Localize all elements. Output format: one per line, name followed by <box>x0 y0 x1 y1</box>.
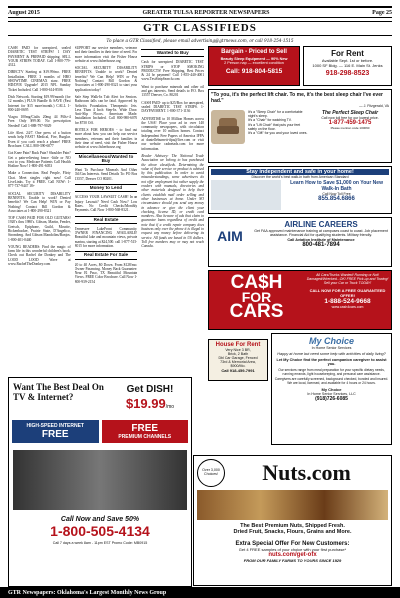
listing: Safe Step Walk-In Tub Alert for Seniors. Bathroom falls can be fatal. Approved by Arthritis Foundation. Therapeutic Jets. Less Than 4 Inch Step-In. Wide Door. Anti-Slip Floors. American Made. Installation Included. Call 800-980-6076 for $750 Off. <box>74 94 138 125</box>
bath-sub: Discover the world's best walk-in bath from American Standard <box>251 175 349 179</box>
choice-cta: Let My Choice find the perfect companion caregiver to assist you. <box>276 358 387 366</box>
reader-advisory: Reader Advisory: The National Trade Association we belong to has purchased the above classifieds. Determining the value of their service or product is advised by this publication. In order to avoid misunderstandings, some advertisers do not offer employment but rather supply the readers with manuals, directories and other materials designed to help their clients establish mail order selling and other businesses at home. Under NO circumstance should you send any money in advance or give the client your checking, license ID, or credit card numbers. Also beware of ads that claim to guarantee loans regardless of credit and note that if a credit repair company does business only over the phone it is illegal to request any money before delivering its service. All funds are based in US dollars. Toll free numbers may or may not reach Canada. <box>141 153 205 249</box>
choice-phone: (918)726-6085 <box>315 396 348 402</box>
page-header <box>8 6 392 18</box>
dish-mo: /mo <box>165 404 175 410</box>
my-choice-ad <box>271 333 392 445</box>
cash-for-cars-ad <box>208 270 392 330</box>
ad-column <box>208 46 392 524</box>
bargain-phone: Call: 918-804-5815 <box>225 68 283 75</box>
dish-ad <box>8 377 192 587</box>
listing: Dish Network. Starting $19.99/month (for 12 months.) PLUS Bundle & SAVE (Fast Internet for $15 more/month.) CALL 1-800-240-0695 <box>8 94 71 112</box>
listing: Cash for unexpired DIABETIC TEST STRIPS or STOP SMOKING PRODUCTS! Free Shipping, Best Prices & 24 hr payment! Call 1-855-440-4001 www.TestStripSearch.com <box>141 60 205 82</box>
airline-title: AIRLINE CAREERS <box>284 220 358 229</box>
listing: ADVERTISE to 10 Million Homes across the USA! Place your ad in over 140 community newspapers, with circulation totaling over 10 million homes. Contact Independent Free Papers of America IFPA at danielleburnett-ifpa@live.com or visit our website cadnetads.com for more information. <box>141 116 205 151</box>
house-line: Dbl Car Garage, Fenced <box>218 356 258 360</box>
house-line: $900/Mo. <box>230 364 246 368</box>
section-heading: Wanted to Buy <box>141 49 204 57</box>
bargain-title: Bargain - Priced to Sell <box>221 49 287 55</box>
choice-body2: Caregivers are carefully screened, background checked, bonded and insured. We are local, licensed, and available for 4 hours or 24 hours. <box>274 377 389 385</box>
nuts-ad <box>193 455 392 586</box>
for-rent-ad <box>303 46 392 86</box>
listing: CASH PAID for unexpired, sealed DIABETIC TEST STRIPS! 1 DAY PAYMENT & PREPAID shipping. SELL YOUR STRIPS TODAY. Call 1-800-779-4312. <box>8 46 71 68</box>
airline-careers-ad <box>208 217 392 267</box>
nuts-web[interactable]: nuts.com/get-ofx <box>268 552 317 558</box>
dish-price: $19.99 <box>125 396 166 411</box>
bath-offer: Learn How to Save $1,000 on Your New Walk-In Bath <box>290 180 383 192</box>
listing: Got Knee Pain? Back Pain? Shoulder Pain? Get a pain-relieving brace -little or NO cost to you. Medicare Patients Call Health Hotline Now! 1-800-491-6053 <box>8 151 71 169</box>
choice-body: Our services range from meal preparation for your specific dietary needs, running errands, light housekeeping, and personal care assistance. <box>278 368 385 376</box>
cash-phone: 1-888-524-9668 <box>324 297 371 305</box>
choice-footer2: In Home Senior Services, LLC <box>307 392 356 396</box>
bargain-sub: Beauty Sleep Equipment — 90% New <box>220 57 288 61</box>
rent-line2: 1000 SF Bldg. — 116 E. Main St. Jenks <box>312 63 383 68</box>
listing: ACCESS YOUR LAWSUIT CASH! In an Injury Lawsuit? Need Cash Now? Low Rates. No Credit Checks/Monthly Payments. Call Now 1-800-568-8321. <box>74 195 138 213</box>
bargain-detail: 2 Person nap — excellent condition <box>224 61 284 65</box>
house-title: House For Rent <box>215 342 261 348</box>
listing: CASH PAID- up to $25/Box for unexpired, sealed DIABETIC TEST STRIPS. 1-DAYPAYMENT. 1-800-371-1136 <box>141 100 205 114</box>
listing: SOCIAL SECURITY DISABILITY BENEFITS. Unable to work? Denied benefits? We Can Help! WIN or Pay Nothing! Contact Bill Gordon & Associates at 1-800-290-8321 to start your application today! <box>74 66 138 92</box>
chair-bullet: It's a "Chair" for watching TV. <box>248 118 292 123</box>
bath-phone: 855.854.6866 <box>318 196 355 202</box>
classifieds-title: GTR CLASSIFIEDS <box>8 21 392 36</box>
dish-get: Get DISH! <box>126 384 174 395</box>
sleep-chair-ad <box>208 89 392 163</box>
chair-name: The Perfect Sleep Chair <box>321 110 379 116</box>
chair-phone: 1-877-459-1475 <box>328 120 372 126</box>
rent-title: For Rent <box>331 49 364 58</box>
dish-free1: FREE <box>131 423 159 434</box>
nuts-image <box>197 490 388 520</box>
dish-free3: FREE <box>41 429 69 440</box>
section-heading: Real Estate <box>75 216 138 224</box>
cash-cars: CARS <box>229 301 284 322</box>
chair-bullet: It's a "Sleep Chair" for a comfortable night's sleep. <box>248 110 303 119</box>
chair-code: Please mention code 100060 <box>330 126 370 130</box>
aim-logo: AIM <box>217 228 243 244</box>
airline-phone: 800-481-7894 <box>302 241 340 248</box>
rent-line1: Available Sept. 1st or before. <box>321 58 374 63</box>
chair-signature: — J. Fitzgerald, VA <box>359 104 390 108</box>
dish-free2: PREMIUM CHANNELS <box>118 434 172 440</box>
listing: 20 to 40 Acres, $0 Down. From $128/mo. Owner Financing. Money Back Guarantee. Near El Paso, TX Beautiful Mountain Views. FREE Color Brochure. Call Now 1-800-939-2154 <box>74 262 138 284</box>
house-line: Brick, 2 Bath <box>227 352 249 356</box>
house-line: 73rd & Memorial Area, <box>220 360 256 364</box>
section-heading: Money to Lend <box>75 184 138 192</box>
classifieds-subtitle: To place a GTR Classified, please email advertising@gtrnews.com, or call 918-254-1515 <box>106 38 294 43</box>
bargain-ad <box>208 46 300 86</box>
cash-web: www.cash4cars.com <box>331 304 364 309</box>
dish-call: Call Now and Save 50% <box>60 516 140 523</box>
nuts-logo: Nuts.com <box>262 460 351 485</box>
nuts-line1: The Best Premium Nuts, Shipped Fresh. <box>240 523 345 529</box>
cash-side: All Cars/Trucks Wanted! Running or Not! Damaged/Wrecked...OK! FREE Pick-up and Towing! Sell your Car or Truck TODAY! <box>306 273 389 286</box>
dish-note: Call 7 days a week 8am - 11pm EST Promo Code: MB0915 <box>52 541 148 545</box>
cash-call: CALL NOW FOR A FREE GUARANTEED OFFER! <box>309 287 386 298</box>
choice-tag: Happy at home but need some help with activities of daily living? <box>277 352 386 356</box>
issue-date: August 2015 <box>8 9 40 16</box>
cash-for: FOR <box>241 289 272 305</box>
house-for-rent-ad <box>208 339 268 381</box>
listing: Want To Purchase Minerals And Other Oil/Gas Interests. Send Details To: PO Box 13557, Denver CO 80201. <box>74 168 138 181</box>
bath-call: Call Now Toll Free <box>322 192 351 196</box>
choice-footer: My Choice <box>321 387 342 392</box>
listing: YOUNG READERS: Find the magic of farm life in this wonderful children's book. Check out Rachel the Donkey and The LOOD LOOD Wave at www.RachelTheDonkey.com <box>8 244 71 267</box>
nuts-offer2: Get 4 FREE samples of your choice with your first purchase* <box>238 547 347 552</box>
listing: SUPPORT our service members, veterans and their families in their time of need. For more information visit the Fisher House website at www.fisherhouse.org <box>74 46 138 63</box>
dish-want: Want The Best Deal On TV & Internet? <box>13 382 104 402</box>
listing: Life Alert. 24/7. One press of a button sends help FAST! Medical, Fire, Burglar. Even if you can't reach a phone! FREE Brochure. CALL 800-390-6077 <box>8 131 71 148</box>
listing: Tennessee LakeFront Community. OWNER FINANCING AVAILABLE! Beautiful lake and mountain views, private marina, starting at $24,500. call 1-877-515-8015 for more information. <box>74 226 138 248</box>
nuts-line2: Dried Fruit, Snacks, Flours, Grains and More. <box>233 529 352 535</box>
choice-sub: In Home Senior Services <box>311 346 352 350</box>
listing: Viagra 100mg/Cialis 20mg 44 Pills+4 Free. Only $99.00. No prescription Needed! Call 1-888-797-9029 <box>8 115 71 128</box>
airline-body: Get FAA approved maintenance training at campuses coast to coast. Job placement assistance. Financial Aid for qualifying students. Military friendly. <box>254 229 388 238</box>
listing: DIRECTV Starting at $19.99/mo. FREE Installation. FREE 3 months of HBO SHOWTIME CINEMAX starz. FREE HD/DVR Upgrade! 2015 NFL Sunday Ticket Included. Call 1-800-614-8506 <box>8 70 71 92</box>
chair-bullet: It's a "Gift" for you and your loved ones. <box>248 131 308 136</box>
listing: SOCIAL SECURITY DISABILITY BENEFITS. Unable to work? Denied benefits? We Can Help! WIN or Pay Nothing! Contact Bill Gordon & Associates at 1-800-290-8321 <box>8 191 71 213</box>
house-phone: Call 918-459-7991 <box>221 368 255 373</box>
choice-brand: My Choice <box>309 336 355 346</box>
dish-hd: HIGH-SPEED INTERNET <box>26 423 84 429</box>
nuts-tag: FROM OUR FAMILY FARMS TO YOURS SINCE 1929 <box>243 558 342 563</box>
bath-head: Stay independent and safe in your home! <box>211 169 389 175</box>
cash-big: CA$H <box>230 272 283 293</box>
section-heading: Miscellaneous/Wanted to Buy <box>75 153 138 166</box>
page-footer <box>0 587 400 598</box>
footer-text: GTR Newspapers: Oklahoma's Largest Monthly News Group <box>8 589 167 596</box>
chair-image <box>211 110 245 144</box>
listing: Want to purchase minerals and other oil and gas interests. Send details to P.O. Box 13557 Denver, Co. 80201 <box>141 84 205 98</box>
house-line: Very Nice 3 BR, <box>225 348 251 352</box>
chair-headline: "To you, it's the perfect lift chair. To me, it's the best sleep chair I've ever had." <box>211 92 383 104</box>
dish-phone: 1-800-505-4134 <box>50 523 150 539</box>
listing: HOTELS FOR HEROES - to find out more about how you can help our service members, veterans and their families in their time of need, visit the Fisher House website at www.fisherhouse.org <box>74 128 138 150</box>
chair-call: Call now toll free for our lowest price. <box>321 116 379 120</box>
rent-phone: 918-298-8523 <box>325 70 370 77</box>
paper-name: GREATER TULSA REPORTER NEWSPAPERS <box>142 9 270 16</box>
bath-image <box>211 180 281 210</box>
page-number: Page 25 <box>372 9 392 16</box>
walk-in-bath-ad <box>208 166 392 214</box>
dish-image <box>13 450 187 510</box>
airline-inst: Call Aviation Institute of Maintenance <box>287 237 355 242</box>
nuts-offer: Extra Special Offer For New Customers: <box>235 541 350 547</box>
chair-bullet: It's a "Lift Chair" that puts your feet safely on the floor. <box>248 122 301 131</box>
listing: TOP CASH PAID FOR OLD GUITARS! 1920's thru 1980's. Gibson, Martin, Fender, Gretsch, Epiphone, Guild, Mosrite, Rickenbacker, Prairie State, D'Angelico, Stromberg. And Gibson Mandolins/Banjos. 1-800-401-0440 <box>8 216 71 242</box>
nuts-badge: Over 3,000 Choices! <box>197 459 225 487</box>
section-heading: Real Estate For Sale <box>75 251 138 259</box>
listing: Make a Connection. Real People, Flirty Chat. Meet singles right now! Call LiveLinks. Try it FREE. Call NOW: 1-877-737-9447 18+ <box>8 171 71 189</box>
